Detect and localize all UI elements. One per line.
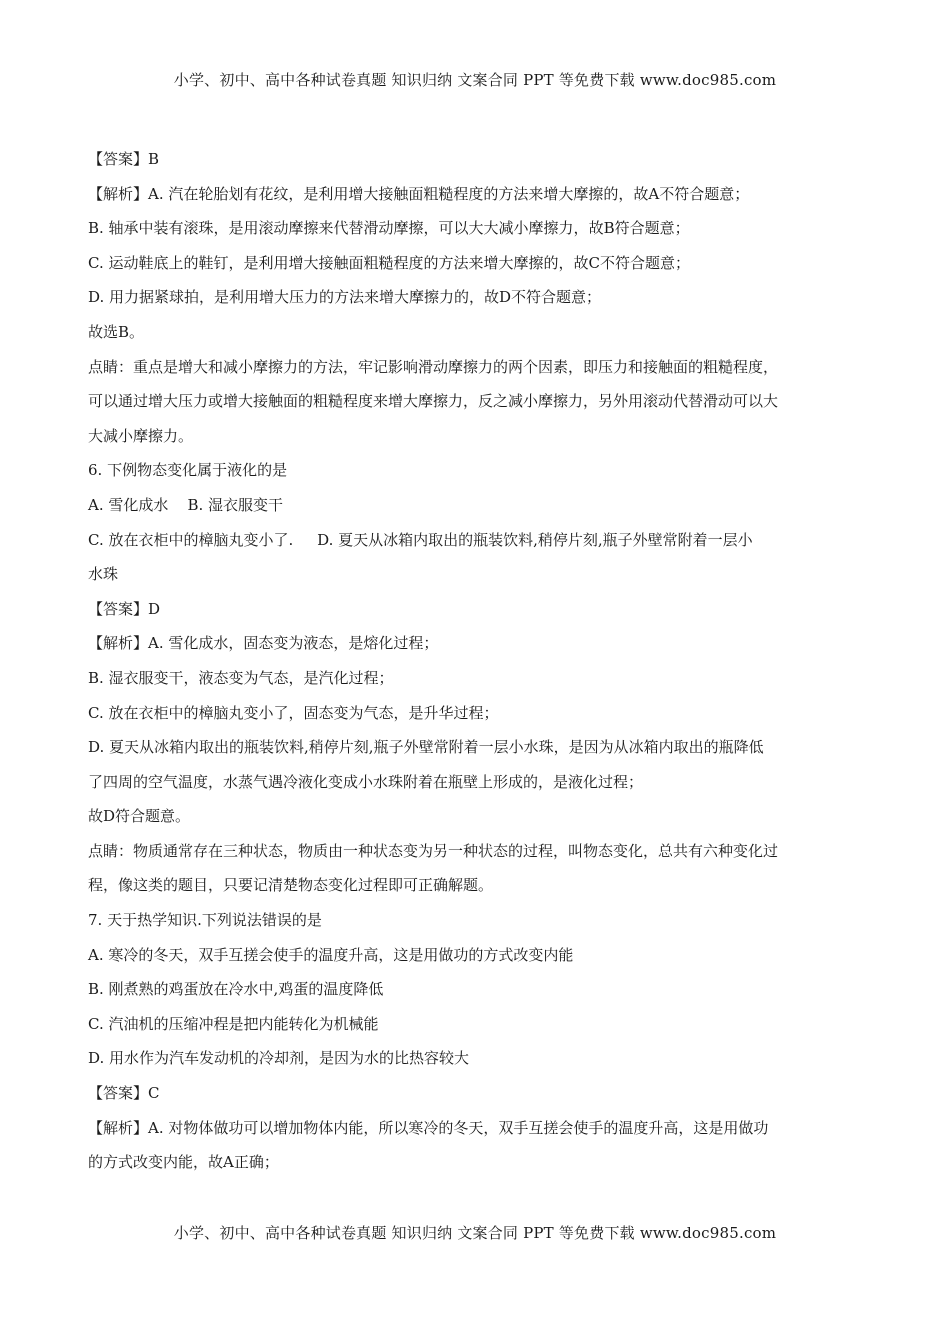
- text-line: 的方式改变内能，故A正确；: [88, 1153, 279, 1172]
- question-option: C. 汽油机的压缩冲程是把内能转化为机械能: [88, 1014, 379, 1033]
- text-line: B. 轴承中装有滚珠，是用滚动摩擦来代替滑动摩擦，可以大大减小摩擦力，故B符合题意；: [88, 219, 690, 238]
- text-line: 了四周的空气温度，水蒸气遇冷液化变成小水珠附着在瓶壁上形成的，是液化过程；: [88, 772, 644, 791]
- text-line: 【答案】C: [88, 1084, 160, 1103]
- question-option: B. 刚煮熟的鸡蛋放在冷水中,鸡蛋的温度降低: [88, 980, 384, 999]
- document-body: [88, 142, 868, 1180]
- text-line: D. 夏天从冰箱内取出的瓶装饮料,稍停片刻,瓶子外壁常附着一层小水珠，是因为从冰箱内取出的瓶降低: [88, 738, 764, 757]
- text-line: 【解析】A. 对物体做功可以增加物体内能，所以寒冷的冬天，双手互搓会使手的温度升高，这是用做功: [88, 1118, 769, 1137]
- text-line: D. 用力据紧球拍，是利用增大压力的方法来增大摩擦力的，故D不符合题意；: [88, 288, 602, 307]
- question-option: C. 放在衣柜中的樟脑丸变小了. D. 夏天从冰箱内取出的瓶装饮料,稍停片刻,瓶子外壁常附着一层小: [88, 530, 753, 549]
- question-option: A. 雪化成水 B. 湿衣服变干: [88, 495, 284, 514]
- question-title: 7. 天于热学知识.下列说法错误的是: [88, 911, 322, 930]
- question-option: A. 寒冷的冬天，双手互搓会使手的温度升高，这是用做功的方式改变内能: [88, 945, 574, 964]
- page-header: 小学、初中、高中各种试卷真题 知识归纳 文案合同 PPT 等免费下载 www.doc985.com: [173, 71, 777, 89]
- text-line: 水珠: [88, 565, 119, 584]
- text-line: 大减小摩擦力。: [88, 426, 194, 445]
- text-line: C. 放在衣柜中的樟脑丸变小了，固态变为气态，是升华过程；: [88, 703, 499, 722]
- question-title: 6. 下例物态变化属于液化的是: [88, 461, 288, 480]
- text-line: B. 湿衣服变干，液态变为气态，是汽化过程；: [88, 668, 394, 687]
- text-line: 【答案】B: [88, 150, 160, 168]
- text-line: 可以通过增大压力或增大接触面的粗糙程度来增大摩擦力，反之减小摩擦力，另外用滚动代替滑动可以大: [88, 392, 779, 411]
- text-line: 故选B。: [88, 322, 145, 341]
- text-line: 【解析】A. 雪化成水，固态变为液态，是熔化过程；: [88, 634, 439, 653]
- page-footer: 小学、初中、高中各种试卷真题 知识归纳 文案合同 PPT 等免费下载 www.doc985.com: [173, 1224, 777, 1242]
- text-line: 【答案】D: [88, 599, 161, 618]
- text-line: 点睛：重点是增大和减小摩擦力的方法，牢记影响滑动摩擦力的两个因素，即压力和接触面的粗糙程度，: [88, 357, 779, 376]
- text-line: 【解析】A. 汽在轮胎划有花纹，是利用增大接触面粗糙程度的方法来增大摩擦的，故A不符合题意；: [88, 184, 750, 203]
- question-option: D. 用水作为汽车发动机的冷却剂，是因为水的比热容较大: [88, 1049, 470, 1068]
- text-line: 点睛：物质通常存在三种状态，物质由一种状态变为另一种状态的过程，叫物态变化，总共有六种变化过: [88, 841, 779, 860]
- text-line: 故D符合题意。: [88, 807, 191, 826]
- text-line: 程，像这类的题目，只要记清楚物态变化过程即可正确解题。: [88, 876, 494, 895]
- text-line: C. 运动鞋底上的鞋钉，是利用增大接触面粗糙程度的方法来增大摩擦的，故C不符合题意；: [88, 253, 690, 272]
